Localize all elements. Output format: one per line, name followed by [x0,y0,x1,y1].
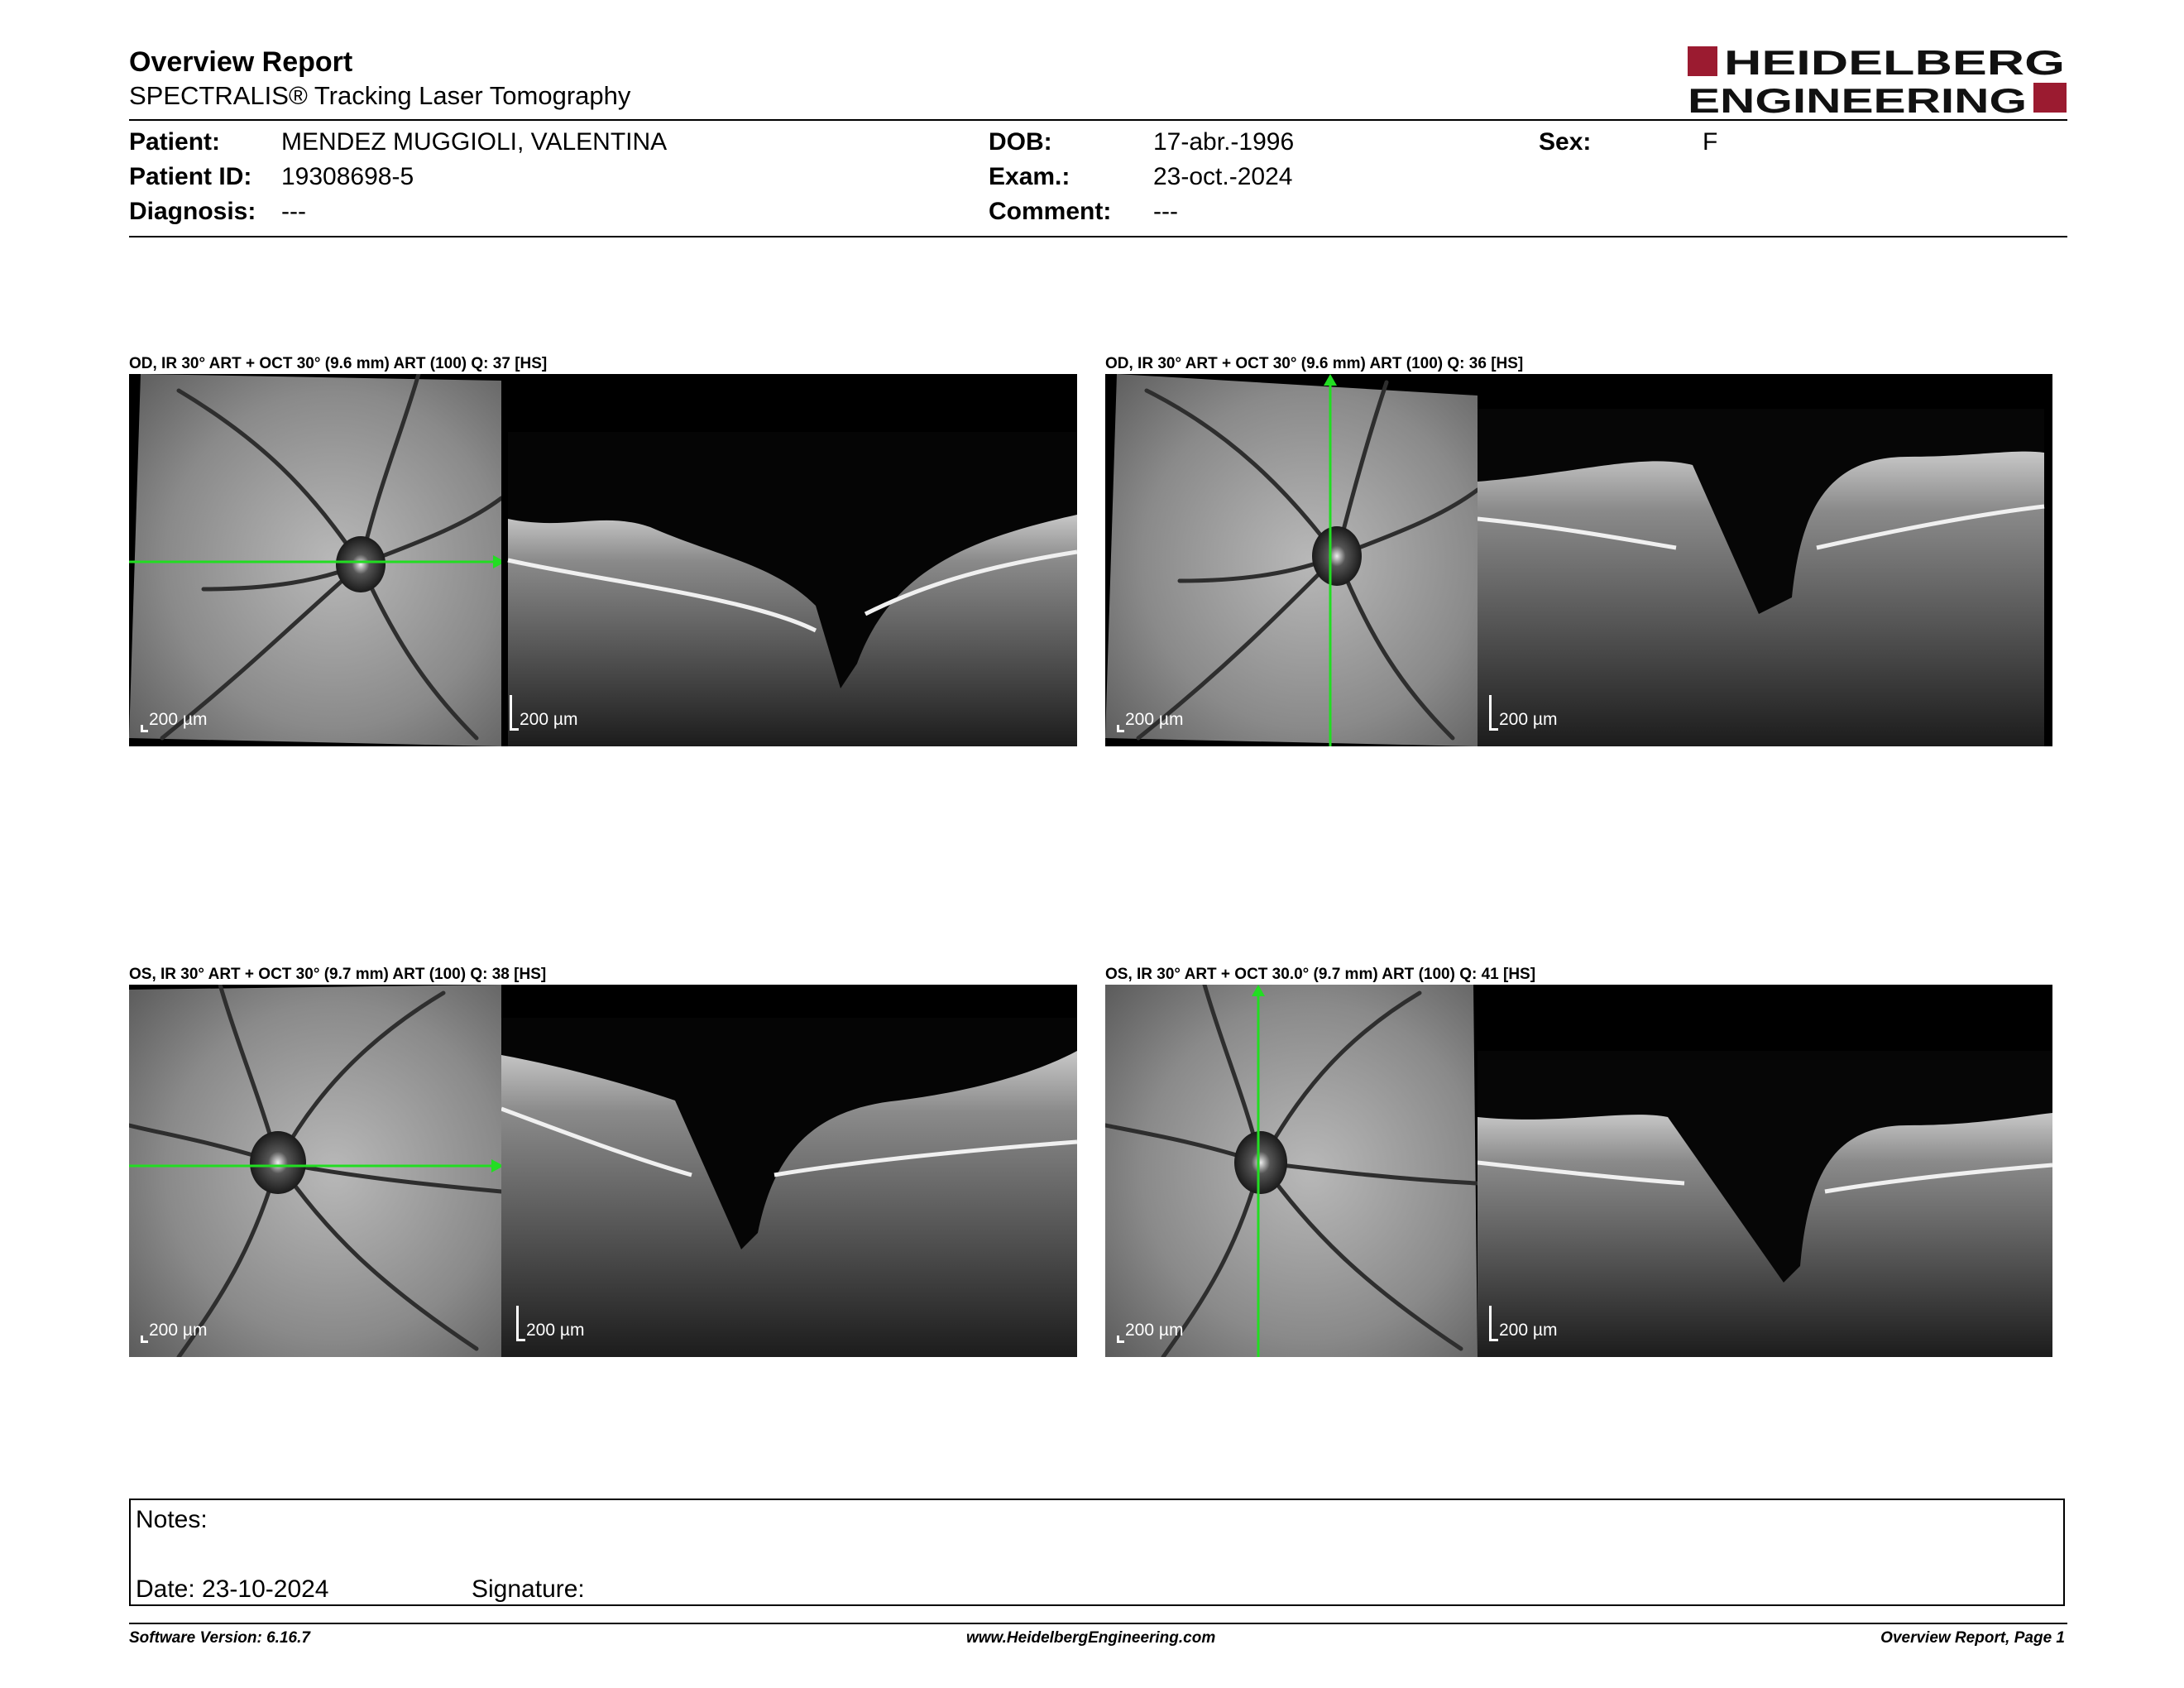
oct-bscan [501,985,1077,1357]
patient-value: MENDEZ MUGGIOLI, VALENTINA [281,128,668,156]
dob-value: 17-abr.-1996 [1153,128,1295,156]
sex-value: F [1703,128,1718,156]
oct-bscan [1478,374,2052,746]
scale-label: 200 µm [149,710,208,729]
oct-bscan [501,374,1077,746]
fundus-image [129,374,501,746]
fundus-image [1105,985,1478,1357]
page-title: Overview Report [129,46,353,78]
oct-bscan [1478,985,2052,1357]
scale-label: 200 µm [1125,710,1184,729]
scale-label: 200 µm [1125,1321,1184,1340]
panel-caption: OS, IR 30° ART + OCT 30.0° (9.7 mm) ART (100) Q: 41 [HS] [1105,966,1536,983]
dob-label: DOB: [989,128,1052,156]
logo-line1: HEIDELBERG [1724,45,2065,82]
notes-box[interactable] [129,1499,2065,1606]
signature-label: Signature: [472,1575,585,1603]
diagnosis-value: --- [281,198,306,225]
sex-label: Sex: [1539,128,1592,156]
heidelberg-logo [1688,45,2068,116]
software-version: Software Version: 6.16.7 [129,1629,310,1647]
oct-panel-od-2 [1105,374,2052,746]
scale-label: 200 µm [520,710,578,729]
logo-line2: ENGINEERING [1688,81,2027,116]
scale-label: 200 µm [526,1321,585,1340]
fundus-image [1105,374,1478,746]
scale-label: 200 µm [1499,1321,1558,1340]
scale-label: 200 µm [1499,710,1558,729]
footer-divider [129,1623,2067,1624]
oct-panel-od-1 [129,374,1077,746]
panel-caption: OD, IR 30° ART + OCT 30° (9.6 mm) ART (100) Q: 37 [HS] [129,355,548,372]
comment-value: --- [1153,198,1178,225]
oct-panel-os-1 [129,985,1077,1357]
scale-label: 200 µm [149,1321,208,1340]
patient-divider [129,236,2067,237]
date-label: Date: 23-10-2024 [136,1575,329,1603]
page-number: Overview Report, Page 1 [1880,1629,2065,1647]
fundus-image [129,985,501,1357]
header-divider [129,119,2067,121]
panel-caption: OS, IR 30° ART + OCT 30° (9.7 mm) ART (100) Q: 38 [HS] [129,966,547,983]
diagnosis-label: Diagnosis: [129,198,256,225]
patient-id-label: Patient ID: [129,163,252,190]
page-subtitle: SPECTRALIS® Tracking Laser Tomography [129,81,631,110]
website-link[interactable]: www.HeidelbergEngineering.com [966,1629,1216,1647]
patient-id-value: 19308698-5 [281,163,414,190]
patient-label: Patient: [129,128,221,156]
panel-caption: OD, IR 30° ART + OCT 30° (9.6 mm) ART (100) Q: 36 [HS] [1105,355,1524,372]
comment-label: Comment: [989,198,1112,225]
notes-label: Notes: [136,1506,208,1533]
exam-label: Exam.: [989,163,1070,190]
exam-value: 23-oct.-2024 [1153,163,1293,190]
oct-panel-os-2 [1105,985,2052,1357]
